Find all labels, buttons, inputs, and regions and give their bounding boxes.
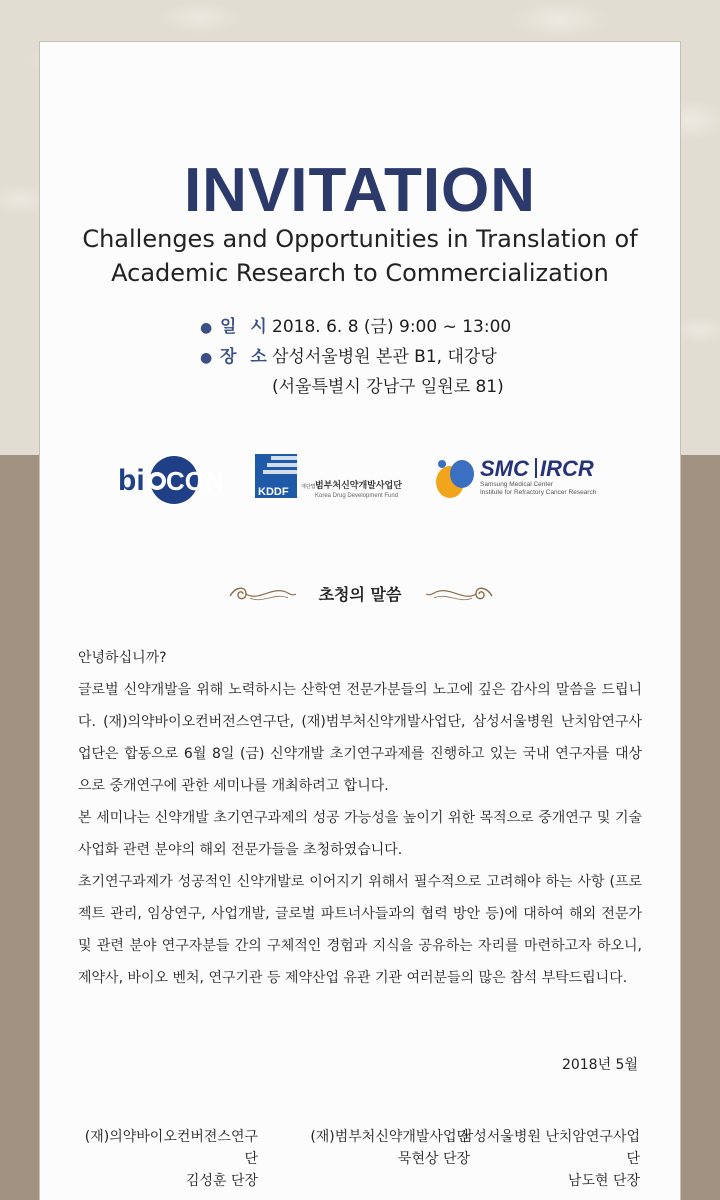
place-row bbox=[200, 342, 600, 372]
smc-dot-icon bbox=[438, 460, 446, 468]
body-paragraph: 본 세미나는 신약개발 초기연구과제의 성공 가능성을 높이기 위한 목적으로 중개연구 및 기술사업화 관련 분야의 해외 전문가들을 초청하였습니다. bbox=[78, 810, 642, 858]
signer-1 bbox=[78, 1126, 258, 1192]
kddf-stripe-icon bbox=[263, 470, 297, 474]
kddf-prefix: 재단법인 bbox=[301, 484, 321, 490]
signer-name: 남도현 단장 bbox=[567, 1173, 640, 1189]
place-value: 삼성서울병원 본관 B1, 대강당 bbox=[272, 347, 497, 367]
kddf-stripe-icon bbox=[267, 463, 297, 467]
address-row: (서울특별시 강남구 일원로 81) bbox=[272, 377, 504, 397]
smc-mark-text: SMC bbox=[480, 456, 529, 481]
kddf-stripe-icon bbox=[271, 456, 297, 460]
kddf-mark-text: KDDF bbox=[258, 486, 289, 498]
biocon-o-inner-icon bbox=[152, 476, 162, 486]
signer-org: (재)의약바이오컨버젼스연구단 bbox=[84, 1129, 258, 1167]
ornament-right-icon bbox=[424, 582, 494, 606]
bullet-icon: ● bbox=[200, 320, 213, 336]
signatories bbox=[78, 1126, 640, 1189]
signer-3 bbox=[454, 1126, 640, 1192]
smc-divider bbox=[535, 458, 537, 478]
issue-date: 2018년 5월 bbox=[561, 1057, 638, 1073]
biocon-logo-text-con: CON bbox=[166, 466, 224, 496]
greeting: 안녕하십니까? bbox=[78, 650, 167, 666]
place-label: 장 소 bbox=[220, 347, 271, 367]
invitation-body bbox=[78, 642, 642, 994]
smc-line-1: Samsung Medical Center bbox=[480, 481, 553, 488]
body-paragraph: 글로벌 신약개발을 위해 노력하시는 산학연 전문가분들의 노고에 깊은 감사의 말씀을 드립니다. (재)의약바이오컨버전스연구단, (재)범부처신약개발사업단, 삼성서울병원 난치암연구사업단은 합동으로 6월 8일 (금) 신약개발 초기연구과제를 진행하고 있는 국내 연구자를 대상으로 중개연구에 관한 세미나를 개최하려고 합니다. bbox=[78, 682, 642, 794]
smc-line-2: Institute for Refractory Cancer Research bbox=[480, 489, 597, 496]
invitation-card bbox=[40, 42, 680, 1200]
smc-blue-icon bbox=[450, 460, 474, 488]
kddf-english: Korea Drug Development Fund bbox=[315, 493, 399, 499]
subtitle-line-2: Academic Research to Commercialization bbox=[111, 259, 609, 287]
kddf-name: 범부처신약개발사업단 bbox=[315, 481, 402, 491]
signer-org: 삼성서울병원 난치암연구사업단 bbox=[459, 1129, 640, 1167]
signer-name: 묵현상 단장 bbox=[397, 1151, 470, 1167]
event-subtitle bbox=[40, 222, 680, 290]
signer-org: (재)범부처신약개발사업단 bbox=[310, 1129, 470, 1145]
kddf-logo bbox=[253, 450, 413, 510]
bullet-icon: ● bbox=[200, 350, 213, 366]
signer-2 bbox=[274, 1126, 470, 1170]
section-header bbox=[40, 576, 680, 612]
event-details bbox=[200, 312, 600, 402]
body-paragraph: 초기연구과제가 성공적인 신약개발로 이어지기 위해서 필수적으로 고려해야 하는 사항 (프로젝트 관리, 임상연구, 사업개발, 글로벌 파트너사들과의 협력 방안 등)에 대하여 해외 전문가 및 관련 분야 연구자분들 간의 구체적인 경험과 지식을 공유하는 자리를 마련하고자 하오니, 제약사, 바이오 벤처, 연구기관 등 제약산업 유관 기관 여러분들의 많은 참석 부탁드립니다. bbox=[78, 874, 642, 986]
date-label: 일 시 bbox=[220, 317, 271, 337]
subtitle-line-1: Challenges and Opportunities in Translation of bbox=[82, 225, 638, 253]
signer-name: 김성훈 단장 bbox=[185, 1173, 258, 1189]
date-value: 2018. 6. 8 (금) 9:00 ~ 13:00 bbox=[272, 317, 512, 337]
date-row bbox=[200, 312, 600, 342]
ircr-mark-text: IRCR bbox=[540, 456, 594, 481]
section-title: 초청의 말씀 bbox=[318, 585, 402, 604]
smc-ircr-logo bbox=[430, 452, 610, 502]
sponsor-logos bbox=[40, 440, 680, 520]
biocon-logo-text-bi: bi bbox=[118, 464, 145, 497]
page-title: INVITATION bbox=[183, 156, 537, 225]
biocon-logo bbox=[116, 450, 226, 510]
